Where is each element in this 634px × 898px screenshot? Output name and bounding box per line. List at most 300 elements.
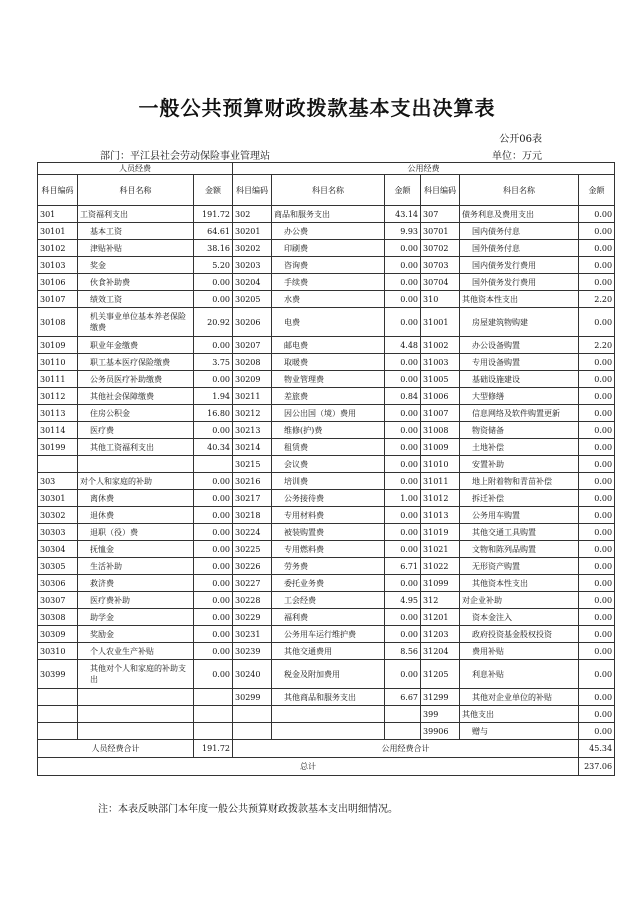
subject-name-cell: 办公费 — [272, 223, 385, 240]
subject-name-cell: 生活补助 — [78, 558, 194, 575]
subject-code-cell: 30110 — [38, 354, 78, 371]
subject-code-cell: 31203 — [421, 626, 460, 643]
subject-code-cell: 31013 — [421, 507, 460, 524]
table-row — [38, 507, 615, 524]
public-header: 公用经费 — [233, 163, 615, 175]
amount-cell: 0.00 — [194, 371, 233, 388]
subject-name-cell: 地上附着物和青苗补偿 — [460, 473, 579, 490]
table-row — [38, 575, 615, 592]
subject-name-cell: 公务用车购置 — [460, 507, 579, 524]
grand-total-value: 237.06 — [579, 758, 615, 776]
subject-code-cell: 30207 — [233, 337, 272, 354]
subject-code-cell: 30231 — [233, 626, 272, 643]
subject-name-cell: 绩效工资 — [78, 291, 194, 308]
amount-cell: 0.00 — [194, 592, 233, 609]
department-label: 部门：平江县社会劳动保险事业管理站 — [100, 151, 270, 162]
subject-code-cell: 310 — [421, 291, 460, 308]
amount-cell: 1.94 — [194, 388, 233, 405]
subject-name-cell: 利息补贴 — [460, 660, 579, 689]
amount-cell: 0.00 — [385, 626, 421, 643]
subject-name-cell: 差旅费 — [272, 388, 385, 405]
table-row — [38, 473, 615, 490]
name-header: 科目名称 — [460, 175, 579, 206]
amount-cell: 0.00 — [385, 257, 421, 274]
subject-name-cell: 其他交通费用 — [272, 643, 385, 660]
subject-code-cell: 30310 — [38, 643, 78, 660]
subject-code-cell: 399 — [421, 706, 460, 723]
subject-name-cell: 物资储备 — [460, 422, 579, 439]
amount-cell — [385, 723, 421, 740]
subject-code-cell — [38, 723, 78, 740]
table-row — [38, 308, 615, 337]
amount-cell: 0.00 — [194, 558, 233, 575]
subject-name-cell: 奖励金 — [78, 626, 194, 643]
table-row — [38, 422, 615, 439]
amount-cell: 0.00 — [579, 541, 615, 558]
amount-cell: 1.00 — [385, 490, 421, 507]
subject-name-cell: 医疗费补助 — [78, 592, 194, 609]
subject-name-cell: 专用设备购置 — [460, 354, 579, 371]
amount-cell: 0.00 — [579, 558, 615, 575]
amount-cell: 0.00 — [194, 274, 233, 291]
subject-code-cell: 31006 — [421, 388, 460, 405]
amount-cell: 2.20 — [579, 337, 615, 354]
subject-code-cell: 303 — [38, 473, 78, 490]
subject-name-cell: 取暖费 — [272, 354, 385, 371]
personnel-total-value: 191.72 — [194, 740, 233, 758]
subject-code-cell: 30199 — [38, 439, 78, 456]
subject-name-cell: 委托业务费 — [272, 575, 385, 592]
subject-name-cell: 基本工资 — [78, 223, 194, 240]
subject-code-cell: 31001 — [421, 308, 460, 337]
subject-name-cell: 救济费 — [78, 575, 194, 592]
amount-header: 金额 — [579, 175, 615, 206]
amount-cell: 0.00 — [579, 643, 615, 660]
subject-name-cell: 其他对企业单位的补贴 — [460, 689, 579, 706]
subject-code-cell: 30303 — [38, 524, 78, 541]
personnel-total-label: 人员经费合计 — [38, 740, 194, 758]
form-number: 公开06表 — [499, 134, 542, 145]
subject-name-cell: 其他对个人和家庭的补助支出 — [78, 660, 194, 689]
subject-code-cell: 30702 — [421, 240, 460, 257]
code-header: 科目编码 — [421, 175, 460, 206]
amount-cell: 0.00 — [385, 371, 421, 388]
amount-cell: 191.72 — [194, 206, 233, 223]
amount-cell: 0.00 — [194, 473, 233, 490]
grand-total-row — [38, 758, 615, 776]
amount-cell: 0.00 — [579, 507, 615, 524]
table-row — [38, 541, 615, 558]
subject-code-cell: 31010 — [421, 456, 460, 473]
subject-name-cell: 抚恤金 — [78, 541, 194, 558]
subject-name-cell: 退职（役）费 — [78, 524, 194, 541]
amount-cell: 0.00 — [194, 337, 233, 354]
subject-code-cell: 302 — [233, 206, 272, 223]
subject-code-cell: 30307 — [38, 592, 78, 609]
subject-code-cell: 30239 — [233, 643, 272, 660]
unit-label: 单位：万元 — [492, 151, 542, 162]
subject-name-cell: 职工基本医疗保险缴费 — [78, 354, 194, 371]
subject-name-cell: 公务接待费 — [272, 490, 385, 507]
subject-code-cell: 31002 — [421, 337, 460, 354]
amount-cell: 0.00 — [385, 609, 421, 626]
subject-name-cell: 其他支出 — [460, 706, 579, 723]
subject-name-cell: 津贴补贴 — [78, 240, 194, 257]
amount-cell — [194, 706, 233, 723]
amount-cell — [194, 723, 233, 740]
subject-name-cell: 对个人和家庭的补助 — [78, 473, 194, 490]
subject-name-cell: 政府投资基金股权投资 — [460, 626, 579, 643]
amount-cell: 0.00 — [579, 388, 615, 405]
table-row — [38, 354, 615, 371]
amount-cell: 0.00 — [579, 308, 615, 337]
subject-name-cell: 福利费 — [272, 609, 385, 626]
amount-cell: 38.16 — [194, 240, 233, 257]
amount-cell: 0.00 — [385, 354, 421, 371]
amount-cell: 0.00 — [194, 422, 233, 439]
subject-name-cell: 奖金 — [78, 257, 194, 274]
group-header-row — [38, 163, 615, 175]
subject-name-cell: 咨询费 — [272, 257, 385, 274]
public-total-label: 公用经费合计 — [233, 740, 579, 758]
subject-code-cell: 30114 — [38, 422, 78, 439]
amount-cell: 0.00 — [194, 643, 233, 660]
personnel-header: 人员经费 — [38, 163, 233, 175]
subject-code-cell: 31009 — [421, 439, 460, 456]
amount-cell: 0.00 — [579, 439, 615, 456]
subject-code-cell: 30703 — [421, 257, 460, 274]
amount-cell: 5.20 — [194, 257, 233, 274]
subject-code-cell: 30218 — [233, 507, 272, 524]
subject-code-cell: 30215 — [233, 456, 272, 473]
footnote: 注：本表反映部门本年度一般公共预算财政拨款基本支出明细情况。 — [98, 804, 398, 815]
subject-name-cell: 专用材料费 — [272, 507, 385, 524]
subject-code-cell: 30240 — [233, 660, 272, 689]
amount-cell: 0.00 — [194, 609, 233, 626]
subject-code-cell: 30201 — [233, 223, 272, 240]
amount-cell: 0.00 — [385, 439, 421, 456]
subject-name-cell: 其他资本性支出 — [460, 291, 579, 308]
subject-code-cell: 30214 — [233, 439, 272, 456]
amount-cell: 0.00 — [579, 371, 615, 388]
amount-cell: 0.84 — [385, 388, 421, 405]
subject-name-cell: 其他工资福利支出 — [78, 439, 194, 456]
amount-cell: 0.00 — [579, 223, 615, 240]
table-row — [38, 206, 615, 223]
table-row — [38, 371, 615, 388]
amount-cell: 64.61 — [194, 223, 233, 240]
subject-name-cell: 其他资本性支出 — [460, 575, 579, 592]
subject-name-cell: 退休费 — [78, 507, 194, 524]
table-row — [38, 592, 615, 609]
subject-code-cell: 30701 — [421, 223, 460, 240]
subject-code-cell: 31204 — [421, 643, 460, 660]
subject-name-cell: 伙食补助费 — [78, 274, 194, 291]
subject-name-cell: 租赁费 — [272, 439, 385, 456]
subject-code-cell: 30304 — [38, 541, 78, 558]
subject-code-cell — [233, 706, 272, 723]
subject-name-cell: 因公出国（境）费用 — [272, 405, 385, 422]
subject-name-cell: 其他交通工具购置 — [460, 524, 579, 541]
subject-code-cell: 30107 — [38, 291, 78, 308]
subject-code-cell: 30212 — [233, 405, 272, 422]
subject-name-cell: 办公设备购置 — [460, 337, 579, 354]
amount-cell: 0.00 — [385, 405, 421, 422]
amount-cell: 0.00 — [194, 660, 233, 689]
amount-cell: 0.00 — [579, 274, 615, 291]
table-row — [38, 490, 615, 507]
subject-name-cell: 个人农业生产补贴 — [78, 643, 194, 660]
subject-code-cell — [38, 706, 78, 723]
amount-cell: 0.00 — [579, 257, 615, 274]
amount-cell: 4.95 — [385, 592, 421, 609]
subject-code-cell: 30209 — [233, 371, 272, 388]
amount-cell: 0.00 — [385, 422, 421, 439]
subject-name-cell: 工资福利支出 — [78, 206, 194, 223]
subject-name-cell: 安置补助 — [460, 456, 579, 473]
amount-cell: 0.00 — [579, 490, 615, 507]
subject-name-cell: 医疗费 — [78, 422, 194, 439]
subject-code-cell: 31021 — [421, 541, 460, 558]
subject-name-cell: 对企业补助 — [460, 592, 579, 609]
subject-code-cell: 307 — [421, 206, 460, 223]
subject-name-cell: 无形资产购置 — [460, 558, 579, 575]
amount-cell: 0.00 — [579, 456, 615, 473]
subject-code-cell — [38, 689, 78, 706]
subject-code-cell: 30227 — [233, 575, 272, 592]
amount-cell — [194, 456, 233, 473]
subject-name-cell: 培训费 — [272, 473, 385, 490]
amount-cell: 0.00 — [579, 206, 615, 223]
subject-code-cell: 31299 — [421, 689, 460, 706]
table-row — [38, 439, 615, 456]
name-header: 科目名称 — [78, 175, 194, 206]
subject-code-cell: 30225 — [233, 541, 272, 558]
amount-cell: 8.56 — [385, 643, 421, 660]
table-row — [38, 558, 615, 575]
table-row — [38, 337, 615, 354]
amount-cell: 0.00 — [385, 308, 421, 337]
table-row — [38, 524, 615, 541]
subject-code-cell: 30216 — [233, 473, 272, 490]
subject-name-cell: 会议费 — [272, 456, 385, 473]
subject-name-cell: 其他社会保障缴费 — [78, 388, 194, 405]
table-row — [38, 706, 615, 723]
subject-code-cell: 301 — [38, 206, 78, 223]
subject-code-cell: 31022 — [421, 558, 460, 575]
subject-name-cell: 赠与 — [460, 723, 579, 740]
subject-name-cell: 邮电费 — [272, 337, 385, 354]
code-header: 科目编码 — [38, 175, 78, 206]
amount-cell: 0.00 — [194, 490, 233, 507]
subject-code-cell: 31007 — [421, 405, 460, 422]
amount-cell: 0.00 — [385, 274, 421, 291]
amount-cell: 0.00 — [579, 609, 615, 626]
subject-name-cell: 国外债务付息 — [460, 240, 579, 257]
subject-name-cell: 印刷费 — [272, 240, 385, 257]
table-row — [38, 240, 615, 257]
amount-cell: 0.00 — [579, 524, 615, 541]
subject-code-cell: 30213 — [233, 422, 272, 439]
subject-name-cell: 公务用车运行维护费 — [272, 626, 385, 643]
column-header-row — [38, 175, 615, 206]
subject-code-cell: 30399 — [38, 660, 78, 689]
subject-name-cell — [78, 723, 194, 740]
subject-code-cell: 30113 — [38, 405, 78, 422]
subject-code-cell: 30103 — [38, 257, 78, 274]
amount-cell: 0.00 — [579, 575, 615, 592]
table-row — [38, 689, 615, 706]
subject-name-cell — [78, 456, 194, 473]
subject-name-cell: 大型修缮 — [460, 388, 579, 405]
amount-cell: 0.00 — [194, 575, 233, 592]
subject-name-cell: 文物和陈列品购置 — [460, 541, 579, 558]
amount-cell: 0.00 — [579, 723, 615, 740]
subject-name-cell: 国外债务发行费用 — [460, 274, 579, 291]
amount-cell: 4.48 — [385, 337, 421, 354]
subject-code-cell: 30211 — [233, 388, 272, 405]
amount-cell: 0.00 — [194, 507, 233, 524]
amount-cell: 43.14 — [385, 206, 421, 223]
subject-name-cell: 助学金 — [78, 609, 194, 626]
subject-code-cell: 31011 — [421, 473, 460, 490]
grand-total-label: 总计 — [38, 758, 579, 776]
subject-name-cell: 离休费 — [78, 490, 194, 507]
subject-name-cell: 费用补贴 — [460, 643, 579, 660]
amount-cell: 0.00 — [385, 473, 421, 490]
subject-name-cell: 国内债务付息 — [460, 223, 579, 240]
amount-cell: 0.00 — [385, 240, 421, 257]
table-row — [38, 626, 615, 643]
subject-code-cell: 30229 — [233, 609, 272, 626]
amount-cell: 0.00 — [579, 626, 615, 643]
subject-code-cell: 30106 — [38, 274, 78, 291]
subject-name-cell: 其他商品和服务支出 — [272, 689, 385, 706]
subject-name-cell: 税金及附加费用 — [272, 660, 385, 689]
subject-code-cell: 30108 — [38, 308, 78, 337]
amount-cell: 2.20 — [579, 291, 615, 308]
amount-cell: 0.00 — [385, 575, 421, 592]
amount-cell: 20.92 — [194, 308, 233, 337]
subject-code-cell: 30305 — [38, 558, 78, 575]
page-title: 一般公共预算财政拨款基本支出决算表 — [138, 96, 496, 120]
subject-name-cell: 水费 — [272, 291, 385, 308]
subject-name-cell: 专用燃料费 — [272, 541, 385, 558]
subject-code-cell: 30204 — [233, 274, 272, 291]
code-header: 科目编码 — [233, 175, 272, 206]
subject-name-cell — [78, 706, 194, 723]
subject-code-cell: 30228 — [233, 592, 272, 609]
subject-name-cell: 劳务费 — [272, 558, 385, 575]
amount-cell: 0.00 — [579, 706, 615, 723]
subject-code-cell: 30704 — [421, 274, 460, 291]
subject-name-cell: 债务利息及费用支出 — [460, 206, 579, 223]
table-row — [38, 274, 615, 291]
subject-name-cell: 信息网络及软件购置更新 — [460, 405, 579, 422]
table-row — [38, 291, 615, 308]
subject-name-cell: 土地补偿 — [460, 439, 579, 456]
amount-cell: 0.00 — [579, 473, 615, 490]
name-header: 科目名称 — [272, 175, 385, 206]
amount-cell: 9.93 — [385, 223, 421, 240]
subject-code-cell: 30101 — [38, 223, 78, 240]
subject-name-cell: 维修(护)费 — [272, 422, 385, 439]
subject-name-cell: 房屋建筑物购建 — [460, 308, 579, 337]
subject-code-cell: 30206 — [233, 308, 272, 337]
subject-code-cell: 30306 — [38, 575, 78, 592]
amount-header: 金额 — [385, 175, 421, 206]
amount-cell: 16.80 — [194, 405, 233, 422]
amount-cell: 6.71 — [385, 558, 421, 575]
public-total-value: 45.34 — [579, 740, 615, 758]
subject-code-cell: 31019 — [421, 524, 460, 541]
amount-cell: 0.00 — [579, 354, 615, 371]
table-row — [38, 723, 615, 740]
subject-code-cell: 30299 — [233, 689, 272, 706]
subject-name-cell: 基础设施建设 — [460, 371, 579, 388]
amount-cell: 0.00 — [579, 592, 615, 609]
subject-name-cell: 拆迁补偿 — [460, 490, 579, 507]
subject-code-cell: 31012 — [421, 490, 460, 507]
subject-code-cell: 30226 — [233, 558, 272, 575]
amount-cell — [194, 689, 233, 706]
subject-name-cell: 物业管理费 — [272, 371, 385, 388]
subject-name-cell — [272, 723, 385, 740]
table-row — [38, 257, 615, 274]
subject-code-cell: 30202 — [233, 240, 272, 257]
subject-code-cell: 30208 — [233, 354, 272, 371]
subject-code-cell: 30111 — [38, 371, 78, 388]
subject-code-cell: 30224 — [233, 524, 272, 541]
table-row — [38, 643, 615, 660]
subject-code-cell: 30301 — [38, 490, 78, 507]
subject-name-cell: 电费 — [272, 308, 385, 337]
amount-cell: 0.00 — [579, 422, 615, 439]
table-row — [38, 388, 615, 405]
subject-code-cell: 312 — [421, 592, 460, 609]
subject-code-cell — [38, 456, 78, 473]
subject-code-cell: 30203 — [233, 257, 272, 274]
subject-code-cell: 30308 — [38, 609, 78, 626]
subject-code-cell: 31201 — [421, 609, 460, 626]
subject-name-cell: 手续费 — [272, 274, 385, 291]
subject-code-cell: 31003 — [421, 354, 460, 371]
amount-cell — [385, 706, 421, 723]
subject-code-cell: 30109 — [38, 337, 78, 354]
table-row — [38, 456, 615, 473]
amount-cell: 0.00 — [385, 660, 421, 689]
subject-code-cell: 30309 — [38, 626, 78, 643]
amount-cell: 0.00 — [194, 626, 233, 643]
subject-code-cell: 31005 — [421, 371, 460, 388]
amount-cell: 0.00 — [194, 524, 233, 541]
amount-cell: 6.67 — [385, 689, 421, 706]
subject-code-cell: 30102 — [38, 240, 78, 257]
subject-name-cell: 商品和服务支出 — [272, 206, 385, 223]
subtotal-row — [38, 740, 615, 758]
subject-name-cell: 被装购置费 — [272, 524, 385, 541]
amount-cell: 0.00 — [579, 689, 615, 706]
subject-code-cell: 31205 — [421, 660, 460, 689]
subject-code-cell — [233, 723, 272, 740]
subject-name-cell — [272, 706, 385, 723]
amount-cell: 40.34 — [194, 439, 233, 456]
amount-cell: 3.75 — [194, 354, 233, 371]
table-row — [38, 609, 615, 626]
amount-cell: 0.00 — [579, 405, 615, 422]
subject-name-cell: 住房公积金 — [78, 405, 194, 422]
amount-cell: 0.00 — [385, 456, 421, 473]
